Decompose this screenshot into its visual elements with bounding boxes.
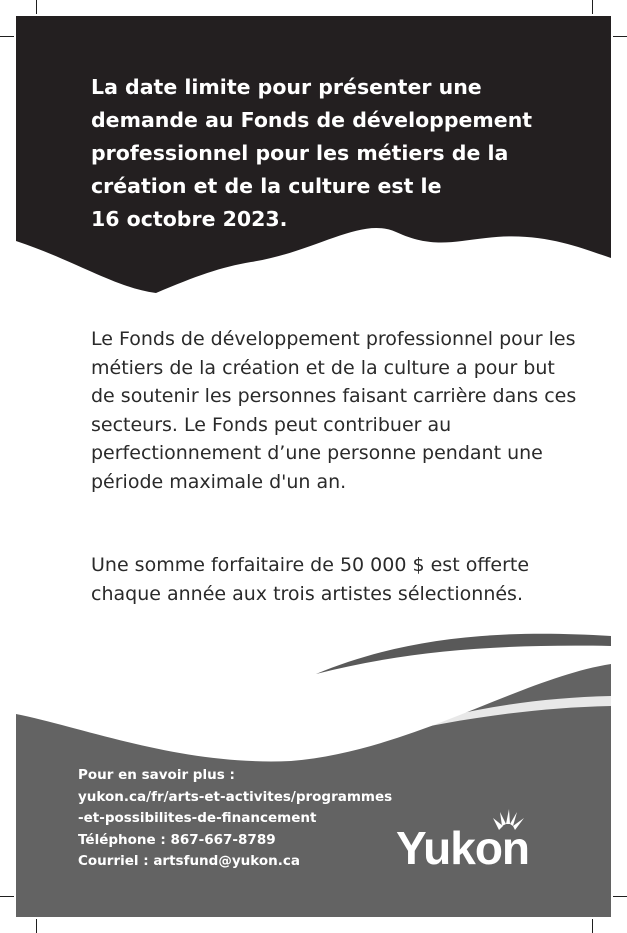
contact-info [78,765,398,873]
award-amount-paragraph: Une somme forfaitaire de 50 000 $ est offerte chaque année aux trois artistes sélectionnés. [91,554,530,605]
logo-wordmark: Yukon [396,822,530,866]
crop-mark [0,36,14,37]
deadline-headline [91,71,561,236]
website-link-line-1[interactable]: yukon.ca/fr/arts-et-activites/programmes [78,788,393,805]
yukon-logo [396,806,556,866]
crop-mark [0,896,14,897]
email-address[interactable]: Courriel : artsfund@yukon.ca [78,853,300,869]
deadline-date: 16 octobre 2023. [91,207,288,231]
crop-mark [592,0,593,14]
contact-heading: Pour en savoir plus : [78,767,235,783]
crop-mark [36,0,37,14]
crop-mark [613,896,627,897]
crop-mark [613,36,627,37]
flyer-card [16,16,611,917]
phone-number: Téléphone : 867-667-8789 [78,831,276,848]
crop-mark [592,919,593,933]
fund-description-paragraph: Le Fonds de développement professionnel pour les métiers de la création et de la culture a pour but de soutenir les personnes faisant carrière dans ces secteurs. Le Fonds peut contribuer au perfectionnement d’une personne pendant une période maximale d'un an. [91,328,577,493]
headline-text: La date limite pour présenter une demande au Fonds de développement professionnel pour les métiers de la création et de la culture est le [91,75,533,198]
crop-mark [36,919,37,933]
website-link-line-2[interactable]: -et-possibilites-de-financement [78,810,317,826]
